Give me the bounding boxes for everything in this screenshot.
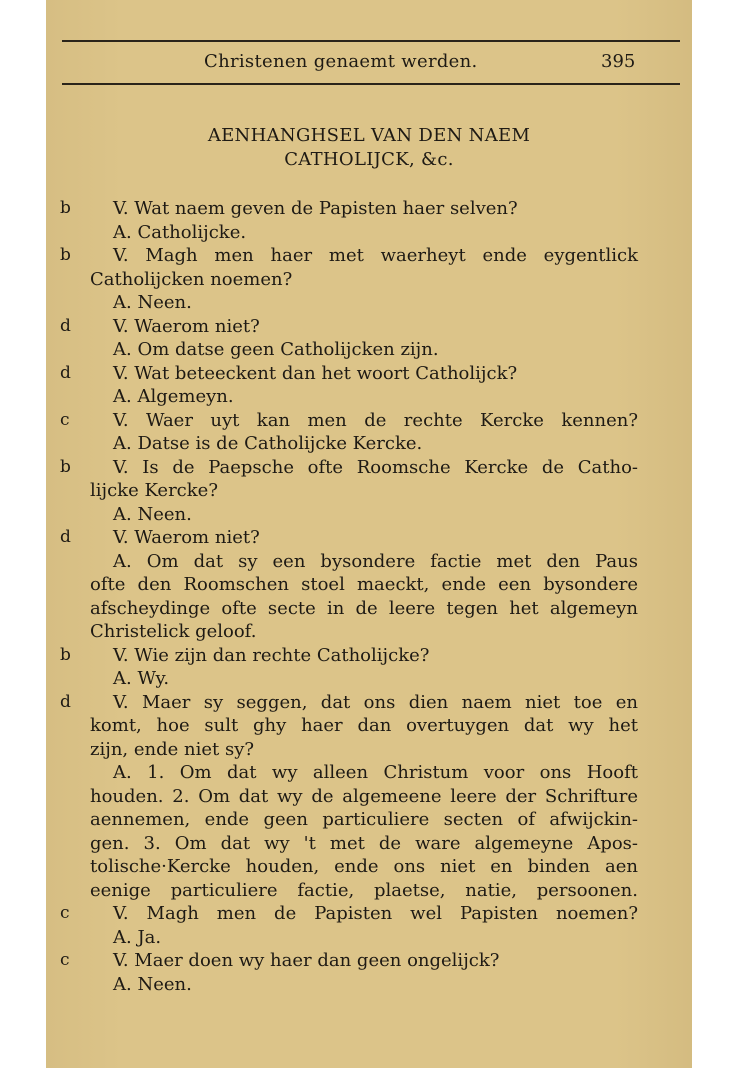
line-text: Catholijcken noemen? [90, 268, 293, 290]
margin-marker: c [60, 409, 70, 430]
line-text: ofte den Roomschen stoel maeckt, ende een bysondere [90, 574, 638, 595]
margin-marker: b [60, 456, 71, 477]
text-line [46, 926, 692, 950]
text-line [46, 456, 692, 480]
line-text: houden. 2. Om dat wy de algemeene leere der Schrifture [90, 785, 638, 807]
line-text: aennemen, ende geen particuliere secten of afwijckin- [90, 809, 638, 830]
text-line [46, 550, 692, 574]
margin-marker: d [60, 691, 71, 712]
text-line [46, 832, 692, 856]
text-line [46, 597, 692, 621]
margin-marker: b [60, 245, 71, 265]
text-line [46, 197, 692, 221]
line-text: komt, hoe sult ghy haer dan overtuygen dat wy het [90, 715, 638, 736]
text-line [46, 691, 692, 715]
text-line [46, 902, 692, 926]
line-text: V. Waer uyt kan men de rechte Kercke kennen? [113, 409, 638, 431]
line-text: lijcke Kercke? [90, 480, 218, 501]
line-text: V. Maer doen wy haer dan geen ongelijck? [113, 950, 500, 971]
text-line [46, 785, 692, 809]
line-text: V. Is de Paepsche ofte Roomsche Kercke de Catho- [113, 456, 638, 478]
text-line [46, 573, 692, 597]
line-text: V. Waerom niet? [113, 527, 260, 548]
line-text: V. Wat beteeckent dan het woort Catholijck? [113, 362, 518, 384]
text-line [46, 714, 692, 738]
margin-marker: b [60, 198, 71, 218]
margin-marker: b [60, 644, 71, 665]
line-text: A. Ja. [113, 926, 162, 948]
text-line [46, 432, 692, 456]
margin-marker: c [60, 903, 70, 923]
text-line [46, 761, 692, 785]
text-line [46, 479, 692, 503]
text-line [46, 244, 692, 268]
line-text: A. 1. Om dat wy alleen Christum voor ons Hooft [113, 762, 638, 783]
line-text: gen. 3. Om dat wy 't met de ware algemeyne Apos- [90, 832, 638, 854]
line-text: A. Wy. [113, 668, 170, 689]
text-line [46, 291, 692, 315]
text-line [46, 949, 692, 973]
line-text: A. Om dat sy een bysondere factie met den Paus [113, 550, 638, 572]
book-page [46, 0, 692, 1068]
text-line [46, 620, 692, 644]
text-line [46, 221, 692, 245]
line-text: V. Waerom niet? [113, 315, 260, 337]
line-text: V. Magh men de Papisten wel Papisten noemen? [113, 903, 638, 924]
margin-marker: d [60, 315, 71, 336]
line-text: tolische·Kercke houden, ende ons niet en binden aen [90, 856, 638, 877]
line-text: A. Algemeyn. [113, 386, 234, 407]
line-text: eenige particuliere factie, plaetse, natie, persoonen. [90, 879, 638, 901]
line-text: A. Neen. [113, 503, 192, 525]
text-line [46, 362, 692, 386]
text-line [46, 879, 692, 903]
running-title: Christenen genaemt werden. [204, 51, 478, 72]
text-line [46, 644, 692, 668]
header-top-rule [62, 40, 680, 42]
text-line [46, 385, 692, 409]
text-line [46, 808, 692, 832]
header-bottom-rule [62, 83, 680, 85]
line-text: zijn, ende niet sy? [90, 738, 255, 760]
line-text: V. Wie zijn dan rechte Catholijcke? [113, 644, 430, 666]
line-text: afscheydinge ofte secte in de leere tegen het algemeyn [90, 597, 638, 619]
line-text: V. Wat naem geven de Papisten haer selven? [113, 198, 518, 219]
line-text: A. Catholijcke. [113, 221, 247, 243]
text-line [46, 315, 692, 339]
line-text: A. Neen. [113, 292, 192, 313]
line-text: A. Om datse geen Catholijcken zijn. [113, 339, 439, 360]
line-text: Christelick geloof. [90, 621, 257, 642]
margin-marker: d [60, 362, 71, 383]
line-text: V. Maer sy seggen, dat ons dien naem niet toe en [113, 691, 638, 713]
section-title-line-1: AENHANGHSEL VAN DEN NAEM [207, 125, 531, 146]
text-line [46, 855, 692, 879]
text-line [46, 667, 692, 691]
text-line [46, 973, 692, 997]
line-text: A. Datse is de Catholijcke Kercke. [113, 433, 423, 454]
text-line [46, 338, 692, 362]
line-text: V. Magh men haer met waerheyt ende eygentlick [113, 245, 638, 266]
text-line [46, 268, 692, 292]
text-line [46, 738, 692, 762]
text-line [46, 409, 692, 433]
margin-marker: c [60, 950, 70, 970]
margin-marker: d [60, 527, 71, 547]
text-line [46, 503, 692, 527]
text-line [46, 526, 692, 550]
page-number: 395 [601, 51, 636, 72]
section-title-line-2: CATHOLIJCK, &c. [284, 149, 454, 170]
line-text: A. Neen. [113, 973, 192, 995]
catechism-text [46, 197, 692, 996]
